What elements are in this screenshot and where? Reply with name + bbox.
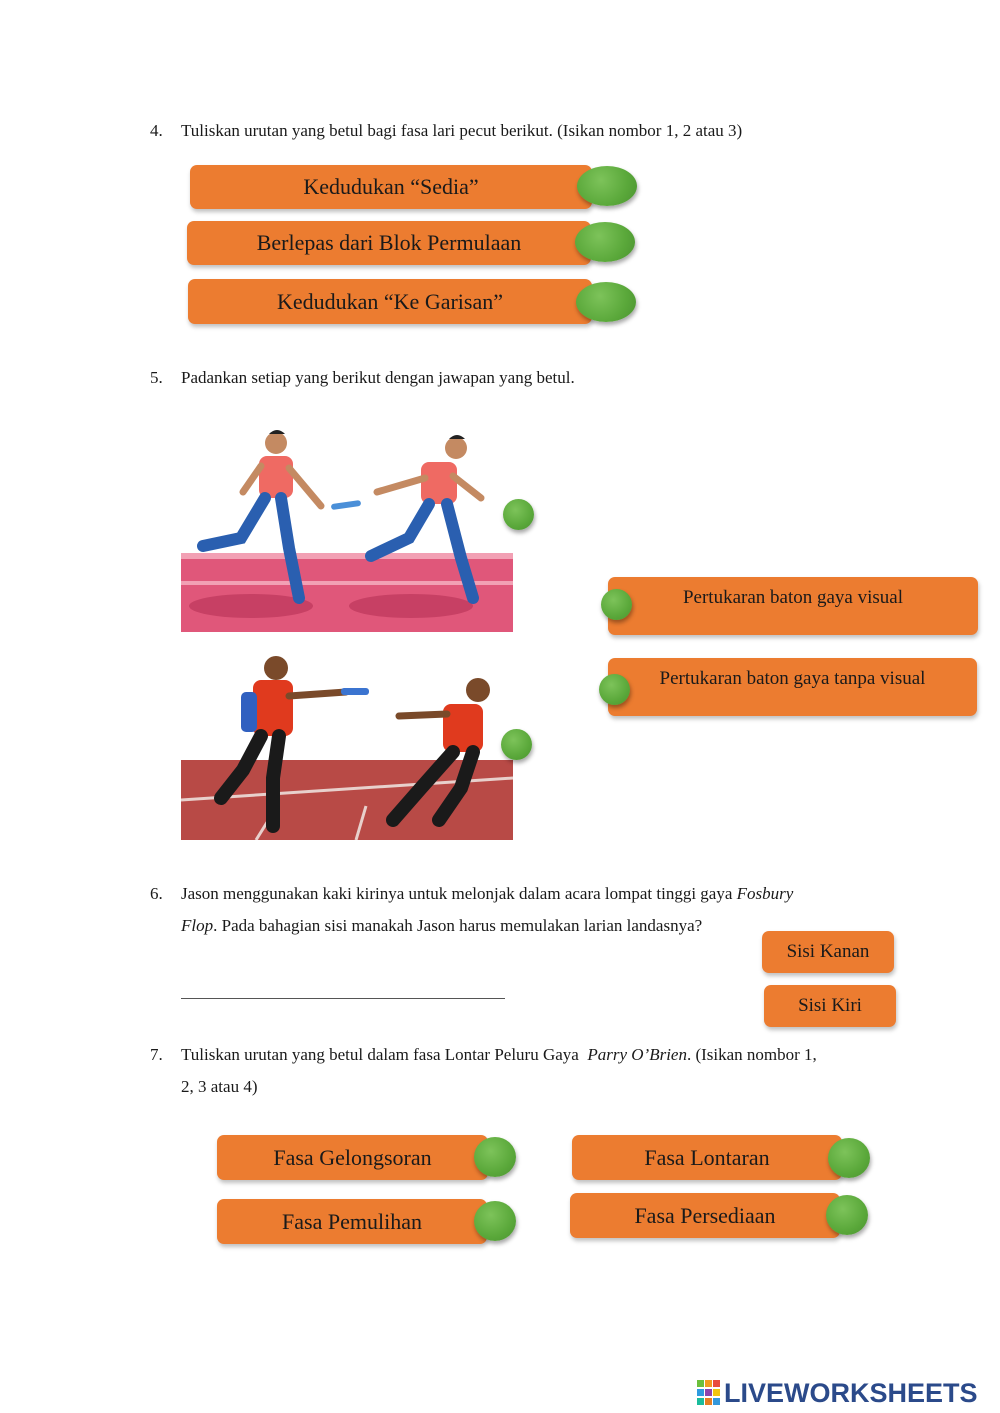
answer-slot[interactable]	[576, 282, 636, 322]
liveworksheets-logo: LIVEWORKSHEETS	[697, 1377, 978, 1409]
question-number: 4.	[150, 121, 163, 140]
answer-slot[interactable]	[828, 1138, 870, 1178]
answer-slot[interactable]	[577, 166, 637, 206]
answer-slot[interactable]	[826, 1195, 868, 1235]
question-text: Tuliskan urutan yang betul bagi fasa lari pecut berikut. (Isikan nombor 1, 2 atau 3)	[181, 121, 743, 140]
question-5	[150, 362, 950, 394]
question-text: Tuliskan urutan yang betul dalam fasa Lontar Peluru Gaya Parry O’Brien. (Isikan nombor 1,	[181, 1045, 817, 1064]
question-number: 7.	[150, 1045, 163, 1064]
question-text: Jason menggunakan kaki kirinya untuk melonjak dalam acara lompat tinggi gaya Fosbury	[181, 884, 794, 903]
match-point[interactable]	[503, 499, 534, 530]
question-text: Padankan setiap yang berikut dengan jawapan yang betul.	[181, 368, 575, 387]
option-fasa-lontaran[interactable]: Fasa Lontaran	[572, 1135, 842, 1180]
answer-nonvisual-baton[interactable]: Pertukaran baton gaya tanpa visual	[608, 658, 977, 716]
match-point[interactable]	[599, 674, 630, 705]
question-text-line2: Flop. Pada bahagian sisi manakah Jason harus memulakan larian landasnya?	[181, 916, 703, 935]
question-number: 6.	[150, 884, 163, 903]
match-point[interactable]	[501, 729, 532, 760]
option-fasa-persediaan[interactable]: Fasa Persediaan	[570, 1193, 840, 1238]
option-sisi-kanan[interactable]: Sisi Kanan	[762, 931, 894, 973]
option-kedudukan-ke-garisan[interactable]: Kedudukan “Ke Garisan”	[188, 279, 592, 324]
option-kedudukan-sedia[interactable]: Kedudukan “Sedia”	[190, 165, 592, 209]
question-7	[150, 1039, 970, 1109]
answer-slot[interactable]	[474, 1137, 516, 1177]
logo-icon	[697, 1380, 721, 1406]
relay-photo	[181, 648, 513, 840]
option-fasa-gelongsoran[interactable]: Fasa Gelongsoran	[217, 1135, 488, 1180]
relay-nonvisual-image	[181, 648, 513, 840]
answer-line	[181, 998, 505, 999]
relay-visual-image	[181, 398, 513, 632]
option-sisi-kiri[interactable]: Sisi Kiri	[764, 985, 896, 1027]
option-fasa-pemulihan[interactable]: Fasa Pemulihan	[217, 1199, 487, 1244]
option-berlepas-dari-blok[interactable]: Berlepas dari Blok Permulaan	[187, 221, 591, 265]
relay-illustration	[181, 398, 513, 632]
answer-visual-baton[interactable]: Pertukaran baton gaya visual	[608, 577, 978, 635]
answer-slot[interactable]	[575, 222, 635, 262]
question-text-line2: 2, 3 atau 4)	[181, 1077, 258, 1096]
match-point[interactable]	[601, 589, 632, 620]
question-number: 5.	[150, 368, 163, 387]
question-4	[150, 115, 950, 147]
answer-slot[interactable]	[474, 1201, 516, 1241]
